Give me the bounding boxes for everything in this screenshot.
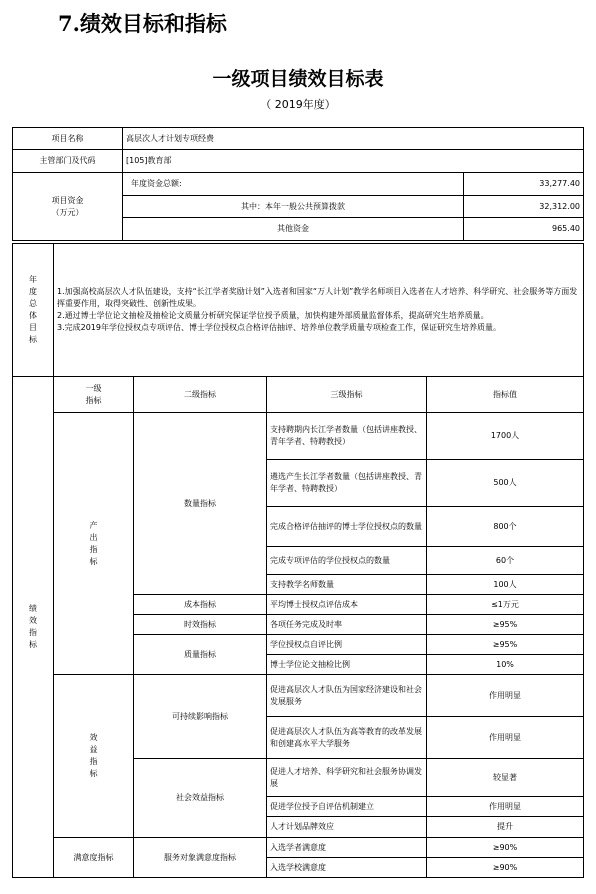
annual-goals-table bbox=[12, 243, 584, 377]
quantity-row-2-name: 遴选产生长江学者数量（包括讲座教授、青年学者、特聘教授） bbox=[267, 460, 427, 507]
indicators-group-label: 绩 效 指 标 bbox=[13, 377, 54, 878]
project-name: 高层次人才计划专项经费 bbox=[123, 128, 584, 150]
social-row-1-value: 较显著 bbox=[427, 759, 584, 797]
time-row-value: ≥95% bbox=[427, 615, 584, 635]
quantity-row-1-value: 1700人 bbox=[427, 413, 584, 460]
public-budget-value: 32,312.00 bbox=[464, 196, 584, 218]
public-budget-label: 其中：本年一般公共预算拨款 bbox=[123, 196, 464, 218]
quantity-row-5-name: 支持教学名师数量 bbox=[267, 575, 427, 595]
social-row-3-value: 提升 bbox=[427, 817, 584, 838]
sustain-row-1-value: 作用明显 bbox=[427, 675, 584, 717]
document-title: 一级项目绩效目标表 bbox=[212, 68, 384, 90]
quantity-row-5-value: 100人 bbox=[427, 575, 584, 595]
quality-row-2-value: 10% bbox=[427, 655, 584, 675]
sustain-row-2-name: 促进高层次人才队伍为高等教育的改革发展和创建高水平大学服务 bbox=[267, 717, 427, 759]
performance-indicators-table bbox=[12, 376, 584, 878]
quality-row-2-name: 博士学位论文抽检比例 bbox=[267, 655, 427, 675]
sustain-row-1-name: 促进高层次人才队伍为国家经济建设和社会发展服务 bbox=[267, 675, 427, 717]
department-label: 主管部门及代码 bbox=[13, 150, 123, 173]
cost-row-name: 平均博士授权点评估成本 bbox=[267, 595, 427, 615]
satisfaction-row-1-value: ≥90% bbox=[427, 838, 584, 858]
department: [105]教育部 bbox=[123, 150, 584, 173]
document-year: （ 2019年度） bbox=[260, 98, 336, 111]
header-level2: 二级指标 bbox=[134, 377, 267, 413]
project-name-label: 项目名称 bbox=[13, 128, 123, 150]
annual-goals-text: 1.加强高校高层次人才队伍建设，支持“长江学者奖励计划”入选者和国家“万人计划”教学名师项目入选者在人才培养、科学研究、社会服务等方面发挥重要作用，取得突破性、创新性成果。 2.通过博士学位论文抽检及抽检论文质量分析研究保证学位授予质量，加快构建外部质量监督体系，提高研究生培养质量。 3.完成2019年学位授权点专项评估、博士学位授权点合格评估抽评、培养单位教学质量专项检查工作，保证研究生培养质量。 bbox=[54, 244, 584, 377]
project-info-table bbox=[12, 127, 584, 241]
satisfaction-indicators-label: 满意度指标 bbox=[54, 838, 134, 878]
funds-label: 项目资金 （万元） bbox=[13, 173, 123, 241]
satisfaction-row-2-name: 入选学校满意度 bbox=[267, 858, 427, 878]
quantity-indicators-label: 数量指标 bbox=[134, 413, 267, 595]
header-value: 指标值 bbox=[427, 377, 584, 413]
service-satisfaction-label: 服务对象满意度指标 bbox=[134, 838, 267, 878]
cost-row-value: ≤1万元 bbox=[427, 595, 584, 615]
other-funds-value: 965.40 bbox=[464, 218, 584, 241]
quantity-row-4-name: 完成专项评估的学位授权点的数量 bbox=[267, 547, 427, 575]
social-row-1-name: 促进人才培养、科学研究和社会服务协调发展 bbox=[267, 759, 427, 797]
header-level3: 三级指标 bbox=[267, 377, 427, 413]
social-row-3-name: 人才计划品牌效应 bbox=[267, 817, 427, 838]
quality-row-1-name: 学位授权点自评比例 bbox=[267, 635, 427, 655]
time-indicators-label: 时效指标 bbox=[134, 615, 267, 635]
satisfaction-row-2-value: ≥90% bbox=[427, 858, 584, 878]
quantity-row-2-value: 500人 bbox=[427, 460, 584, 507]
quantity-row-3-value: 800个 bbox=[427, 507, 584, 547]
cost-indicators-label: 成本指标 bbox=[134, 595, 267, 615]
benefit-indicators-label: 效 益 指 标 bbox=[54, 675, 134, 838]
quantity-row-1-name: 支持聘期内长江学者数量（包括讲座教授、青年学者、特聘教授） bbox=[267, 413, 427, 460]
quality-row-1-value: ≥95% bbox=[427, 635, 584, 655]
output-indicators-label: 产 出 指 标 bbox=[54, 413, 134, 675]
header-level1: 一级 指标 bbox=[54, 377, 134, 413]
social-row-2-name: 促进学位授予自评估机制建立 bbox=[267, 797, 427, 817]
quantity-row-4-value: 60个 bbox=[427, 547, 584, 575]
time-row-name: 各项任务完成及时率 bbox=[267, 615, 427, 635]
sustain-row-2-value: 作用明显 bbox=[427, 717, 584, 759]
total-funds-label: 年度资金总额: bbox=[123, 173, 464, 196]
other-funds-label: 其他资金 bbox=[123, 218, 464, 241]
social-row-2-value: 作用明显 bbox=[427, 797, 584, 817]
social-benefit-indicators-label: 社会效益指标 bbox=[134, 759, 267, 838]
quantity-row-3-name: 完成合格评估抽评的博士学位授权点的数量 bbox=[267, 507, 427, 547]
total-funds-value: 33,277.40 bbox=[464, 173, 584, 196]
sustainability-indicators-label: 可持续影响指标 bbox=[134, 675, 267, 759]
quality-indicators-label: 质量指标 bbox=[134, 635, 267, 675]
section-title: 7.绩效目标和指标 bbox=[58, 11, 227, 36]
satisfaction-row-1-name: 入选学者满意度 bbox=[267, 838, 427, 858]
annual-goals-label: 年 度 总 体 目 标 bbox=[13, 244, 54, 377]
